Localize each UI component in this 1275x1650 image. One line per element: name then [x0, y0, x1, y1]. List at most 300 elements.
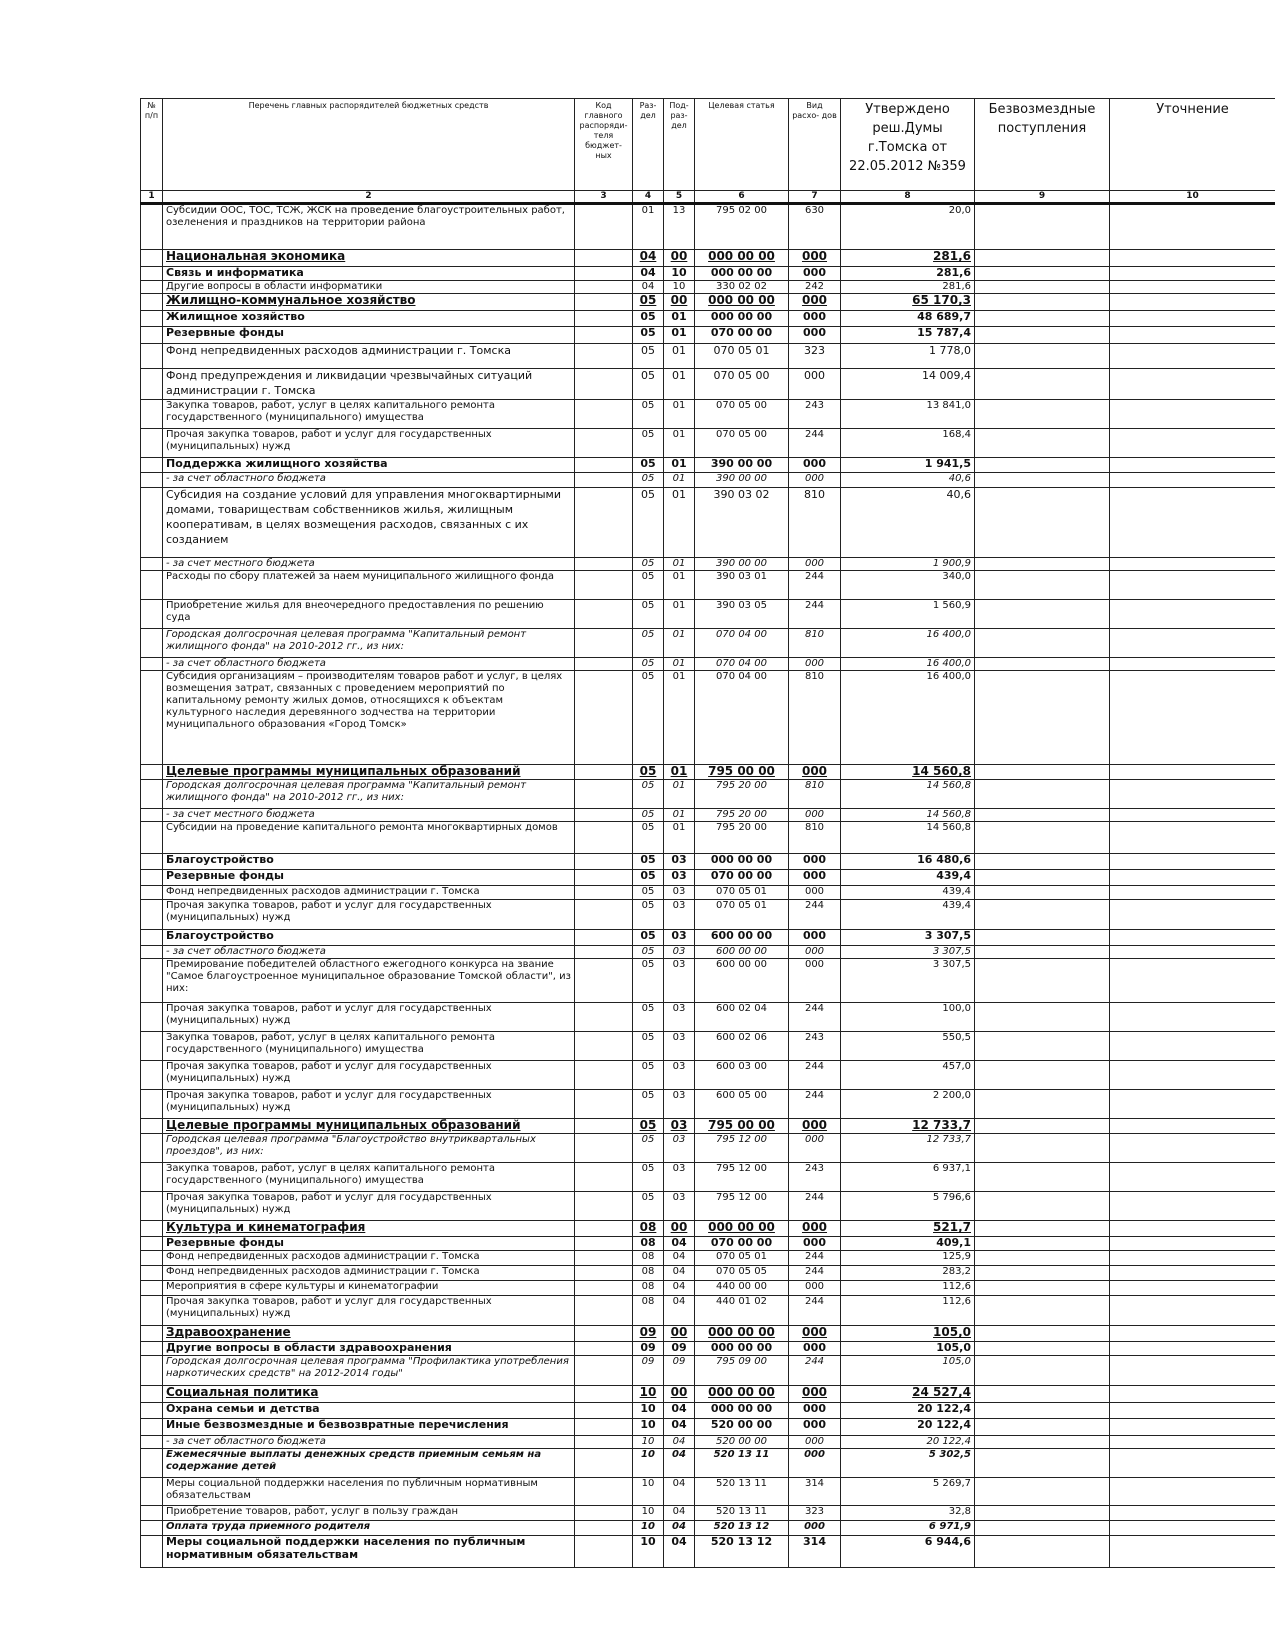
row-expense-type: 810: [789, 488, 841, 558]
row-clarification-cell: [1110, 1326, 1275, 1342]
row-name: Субсидия на создание условий для управления многоквартирными домами, товариществам собственников жилья, жилищным кооперативам, в целях возмещения расходов, связанных с их созданием: [163, 488, 575, 558]
header-expense-type: Вид расхо- дов: [789, 99, 841, 191]
row-subsection: 01: [664, 458, 695, 473]
row-name: - за счет областного бюджета: [163, 473, 575, 488]
row-approved-amount: 168,4: [841, 429, 975, 458]
row-name: Приобретение товаров, работ, услуг в пользу граждан: [163, 1506, 575, 1521]
row-section: 05: [633, 1134, 664, 1163]
row-target-article: 600 02 04: [695, 1003, 789, 1032]
table-row: [141, 765, 1275, 780]
row-clarification-cell: [1110, 369, 1275, 400]
row-grants-cell: [975, 1090, 1110, 1119]
header-row: [141, 99, 1275, 191]
row-number: [141, 900, 163, 930]
row-target-article: 070 05 01: [695, 886, 789, 900]
row-subsection: 13: [664, 204, 695, 250]
row-clarification-cell: [1110, 1449, 1275, 1478]
row-expense-type: 000: [789, 886, 841, 900]
row-grants-cell: [975, 1436, 1110, 1449]
row-approved-amount: 105,0: [841, 1356, 975, 1386]
row-distributor-code: [575, 900, 633, 930]
row-subsection: 01: [664, 765, 695, 780]
row-grants-cell: [975, 1506, 1110, 1521]
row-target-article: 000 00 00: [695, 1342, 789, 1356]
row-expense-type: 000: [789, 1419, 841, 1436]
row-number: [141, 1192, 163, 1221]
row-grants-cell: [975, 558, 1110, 571]
row-subsection: 01: [664, 473, 695, 488]
row-approved-amount: 65 170,3: [841, 294, 975, 311]
row-approved-amount: 283,2: [841, 1266, 975, 1281]
row-section: 05: [633, 780, 664, 809]
row-clarification-cell: [1110, 930, 1275, 946]
row-name: Связь и информатика: [163, 267, 575, 281]
row-target-article: 000 00 00: [695, 1403, 789, 1419]
row-expense-type: 323: [789, 1506, 841, 1521]
row-number: [141, 1326, 163, 1342]
row-subsection: 03: [664, 1003, 695, 1032]
row-name: Фонд непредвиденных расходов администрации г. Томска: [163, 886, 575, 900]
row-distributor-code: [575, 250, 633, 267]
row-distributor-code: [575, 629, 633, 658]
row-grants-cell: [975, 1478, 1110, 1506]
row-clarification-cell: [1110, 400, 1275, 429]
row-subsection: 01: [664, 671, 695, 765]
row-clarification-cell: [1110, 558, 1275, 571]
row-target-article: 000 00 00: [695, 1386, 789, 1403]
row-number: [141, 558, 163, 571]
row-target-article: 600 00 00: [695, 959, 789, 1003]
row-grants-cell: [975, 1521, 1110, 1536]
row-grants-cell: [975, 809, 1110, 822]
row-clarification-cell: [1110, 629, 1275, 658]
row-distributor-code: [575, 780, 633, 809]
row-number: [141, 1221, 163, 1237]
row-number: [141, 1090, 163, 1119]
row-name: Прочая закупка товаров, работ и услуг для государственных (муниципальных) нужд: [163, 1192, 575, 1221]
row-target-article: 440 01 02: [695, 1296, 789, 1326]
row-approved-amount: 14 009,4: [841, 369, 975, 400]
row-approved-amount: 1 900,9: [841, 558, 975, 571]
row-name: Городская целевая программа "Благоустройство внутриквартальных проездов", из них:: [163, 1134, 575, 1163]
row-target-article: 600 00 00: [695, 930, 789, 946]
row-number: [141, 369, 163, 400]
row-number: [141, 1163, 163, 1192]
row-subsection: 03: [664, 1032, 695, 1061]
row-target-article: 390 03 01: [695, 571, 789, 600]
row-grants-cell: [975, 458, 1110, 473]
table-row: [141, 267, 1275, 281]
table-row: [141, 1386, 1275, 1403]
row-subsection: 09: [664, 1342, 695, 1356]
row-clarification-cell: [1110, 809, 1275, 822]
row-expense-type: 242: [789, 281, 841, 294]
table-row: [141, 1281, 1275, 1296]
row-expense-type: 244: [789, 429, 841, 458]
row-name: Жилищное хозяйство: [163, 311, 575, 327]
row-target-article: 000 00 00: [695, 1221, 789, 1237]
row-name: Городская долгосрочная целевая программа "Капитальный ремонт жилищного фонда" на 2010-2012 гг., из них:: [163, 629, 575, 658]
row-name: - за счет областного бюджета: [163, 946, 575, 959]
row-grants-cell: [975, 780, 1110, 809]
row-name: - за счет областного бюджета: [163, 658, 575, 671]
row-distributor-code: [575, 854, 633, 870]
row-section: 08: [633, 1221, 664, 1237]
row-subsection: 04: [664, 1419, 695, 1436]
table-row: [141, 1251, 1275, 1266]
row-number: [141, 1296, 163, 1326]
row-approved-amount: 2 200,0: [841, 1090, 975, 1119]
row-number: [141, 294, 163, 311]
row-expense-type: 314: [789, 1478, 841, 1506]
row-subsection: 03: [664, 946, 695, 959]
row-name: Другие вопросы в области здравоохранения: [163, 1342, 575, 1356]
row-grants-cell: [975, 1296, 1110, 1326]
row-expense-type: 244: [789, 1356, 841, 1386]
row-distributor-code: [575, 1003, 633, 1032]
table-row: [141, 780, 1275, 809]
row-clarification-cell: [1110, 473, 1275, 488]
column-number-row: [141, 191, 1275, 204]
row-distributor-code: [575, 1449, 633, 1478]
table-row: [141, 327, 1275, 344]
row-expense-type: 810: [789, 629, 841, 658]
row-name: Мероприятия в сфере культуры и кинематографии: [163, 1281, 575, 1296]
row-grants-cell: [975, 946, 1110, 959]
row-subsection: 03: [664, 1192, 695, 1221]
row-expense-type: 000: [789, 1449, 841, 1478]
row-expense-type: 000: [789, 854, 841, 870]
row-expense-type: 244: [789, 1296, 841, 1326]
row-section: 05: [633, 1192, 664, 1221]
table-row: [141, 429, 1275, 458]
row-distributor-code: [575, 946, 633, 959]
row-number: [141, 250, 163, 267]
table-row: [141, 886, 1275, 900]
row-distributor-code: [575, 959, 633, 1003]
row-name: Фонд непредвиденных расходов администрации г. Томска: [163, 1251, 575, 1266]
row-section: 05: [633, 344, 664, 369]
row-subsection: 01: [664, 780, 695, 809]
row-target-article: 000 00 00: [695, 1326, 789, 1342]
row-grants-cell: [975, 1061, 1110, 1090]
row-expense-type: 244: [789, 1266, 841, 1281]
row-number: [141, 600, 163, 629]
row-number: [141, 870, 163, 886]
row-name: Городская долгосрочная целевая программа "Профилактика употребления наркотических средств" на 2012-2014 годы": [163, 1356, 575, 1386]
row-expense-type: 000: [789, 930, 841, 946]
row-clarification-cell: [1110, 765, 1275, 780]
row-target-article: 520 00 00: [695, 1419, 789, 1436]
row-target-article: 520 13 12: [695, 1536, 789, 1568]
row-approved-amount: 14 560,8: [841, 780, 975, 809]
row-section: 05: [633, 488, 664, 558]
row-expense-type: 000: [789, 369, 841, 400]
row-section: 05: [633, 1003, 664, 1032]
row-section: 09: [633, 1326, 664, 1342]
row-name: - за счет областного бюджета: [163, 1436, 575, 1449]
row-name: Резервные фонды: [163, 1237, 575, 1251]
row-subsection: 10: [664, 281, 695, 294]
row-distributor-code: [575, 473, 633, 488]
row-approved-amount: 16 400,0: [841, 629, 975, 658]
row-target-article: 070 05 00: [695, 400, 789, 429]
row-target-article: 390 03 02: [695, 488, 789, 558]
table-row: [141, 204, 1275, 250]
row-approved-amount: 550,5: [841, 1032, 975, 1061]
row-distributor-code: [575, 1506, 633, 1521]
row-approved-amount: 409,1: [841, 1237, 975, 1251]
row-clarification-cell: [1110, 671, 1275, 765]
row-subsection: 00: [664, 294, 695, 311]
row-number: [141, 488, 163, 558]
row-grants-cell: [975, 1032, 1110, 1061]
row-clarification-cell: [1110, 294, 1275, 311]
row-grants-cell: [975, 369, 1110, 400]
row-clarification-cell: [1110, 1090, 1275, 1119]
row-approved-amount: 13 841,0: [841, 400, 975, 429]
row-clarification-cell: [1110, 658, 1275, 671]
row-number: [141, 571, 163, 600]
row-section: 10: [633, 1403, 664, 1419]
column-number: 10: [1110, 191, 1275, 204]
row-section: 10: [633, 1521, 664, 1536]
row-approved-amount: 457,0: [841, 1061, 975, 1090]
row-clarification-cell: [1110, 1032, 1275, 1061]
row-subsection: 03: [664, 870, 695, 886]
row-number: [141, 930, 163, 946]
budget-sheet: [140, 98, 1275, 1568]
row-target-article: 070 05 00: [695, 369, 789, 400]
row-approved-amount: 40,6: [841, 473, 975, 488]
column-number: 1: [141, 191, 163, 204]
row-grants-cell: [975, 1192, 1110, 1221]
column-number: 3: [575, 191, 633, 204]
table-row: [141, 600, 1275, 629]
row-approved-amount: 24 527,4: [841, 1386, 975, 1403]
row-distributor-code: [575, 600, 633, 629]
table-row: [141, 250, 1275, 267]
row-clarification-cell: [1110, 1192, 1275, 1221]
row-number: [141, 1003, 163, 1032]
row-approved-amount: 439,4: [841, 870, 975, 886]
row-approved-amount: 5 796,6: [841, 1192, 975, 1221]
row-grants-cell: [975, 429, 1110, 458]
table-row: [141, 369, 1275, 400]
row-approved-amount: 32,8: [841, 1506, 975, 1521]
row-target-article: 390 00 00: [695, 458, 789, 473]
row-section: 05: [633, 311, 664, 327]
row-grants-cell: [975, 267, 1110, 281]
row-number: [141, 267, 163, 281]
row-approved-amount: 125,9: [841, 1251, 975, 1266]
row-name: Жилищно-коммунальное хозяйство: [163, 294, 575, 311]
row-clarification-cell: [1110, 344, 1275, 369]
row-grants-cell: [975, 822, 1110, 854]
row-target-article: 070 05 05: [695, 1266, 789, 1281]
row-target-article: 795 20 00: [695, 822, 789, 854]
row-number: [141, 886, 163, 900]
table-row: [141, 1536, 1275, 1568]
row-expense-type: 000: [789, 765, 841, 780]
row-expense-type: 314: [789, 1536, 841, 1568]
row-number: [141, 1506, 163, 1521]
row-subsection: 10: [664, 267, 695, 281]
row-subsection: 03: [664, 886, 695, 900]
row-subsection: 04: [664, 1521, 695, 1536]
row-subsection: 01: [664, 809, 695, 822]
header-distributor-code: Код главного распоряди- теля бюджет- ных: [575, 99, 633, 191]
row-approved-amount: 439,4: [841, 886, 975, 900]
column-number: 2: [163, 191, 575, 204]
column-number: 9: [975, 191, 1110, 204]
row-number: [141, 1119, 163, 1134]
row-distributor-code: [575, 344, 633, 369]
table-row: [141, 822, 1275, 854]
row-name: Прочая закупка товаров, работ и услуг для государственных (муниципальных) нужд: [163, 429, 575, 458]
row-approved-amount: 439,4: [841, 900, 975, 930]
row-expense-type: 000: [789, 959, 841, 1003]
row-section: 05: [633, 400, 664, 429]
row-clarification-cell: [1110, 1342, 1275, 1356]
row-section: 05: [633, 1090, 664, 1119]
row-target-article: 070 05 01: [695, 344, 789, 369]
row-expense-type: 000: [789, 1386, 841, 1403]
row-target-article: 000 00 00: [695, 854, 789, 870]
row-section: 10: [633, 1536, 664, 1568]
row-section: 08: [633, 1281, 664, 1296]
row-number: [141, 854, 163, 870]
row-target-article: 070 00 00: [695, 327, 789, 344]
row-number: [141, 311, 163, 327]
row-expense-type: 000: [789, 1436, 841, 1449]
row-distributor-code: [575, 204, 633, 250]
table-row: [141, 809, 1275, 822]
row-target-article: 795 09 00: [695, 1356, 789, 1386]
row-expense-type: 244: [789, 1192, 841, 1221]
row-target-article: 070 04 00: [695, 671, 789, 765]
row-clarification-cell: [1110, 1436, 1275, 1449]
row-expense-type: 000: [789, 294, 841, 311]
row-subsection: 01: [664, 571, 695, 600]
row-grants-cell: [975, 900, 1110, 930]
row-target-article: 070 04 00: [695, 629, 789, 658]
row-approved-amount: 5 269,7: [841, 1478, 975, 1506]
row-distributor-code: [575, 558, 633, 571]
row-name: Культура и кинематография: [163, 1221, 575, 1237]
row-clarification-cell: [1110, 1061, 1275, 1090]
row-target-article: 520 13 11: [695, 1506, 789, 1521]
row-expense-type: 000: [789, 1237, 841, 1251]
table-row: [141, 1032, 1275, 1061]
row-target-article: 600 00 00: [695, 946, 789, 959]
row-subsection: 03: [664, 1119, 695, 1134]
row-expense-type: 810: [789, 780, 841, 809]
row-clarification-cell: [1110, 1419, 1275, 1436]
row-distributor-code: [575, 400, 633, 429]
row-section: 05: [633, 900, 664, 930]
row-subsection: 03: [664, 930, 695, 946]
row-expense-type: 000: [789, 1221, 841, 1237]
row-number: [141, 822, 163, 854]
row-name: Поддержка жилищного хозяйства: [163, 458, 575, 473]
row-distributor-code: [575, 267, 633, 281]
row-name: Благоустройство: [163, 854, 575, 870]
table-row: [141, 629, 1275, 658]
row-subsection: 04: [664, 1478, 695, 1506]
row-clarification-cell: [1110, 429, 1275, 458]
row-name: Охрана семьи и детства: [163, 1403, 575, 1419]
table-row: [141, 1192, 1275, 1221]
row-clarification-cell: [1110, 1356, 1275, 1386]
row-name: Прочая закупка товаров, работ и услуг для государственных (муниципальных) нужд: [163, 900, 575, 930]
budget-rows: [141, 204, 1275, 1568]
row-section: 05: [633, 1032, 664, 1061]
row-approved-amount: 20 122,4: [841, 1436, 975, 1449]
row-grants-cell: [975, 870, 1110, 886]
row-distributor-code: [575, 1521, 633, 1536]
row-name: Прочая закупка товаров, работ и услуг для государственных (муниципальных) нужд: [163, 1090, 575, 1119]
row-approved-amount: 14 560,8: [841, 822, 975, 854]
table-row: [141, 1521, 1275, 1536]
row-clarification-cell: [1110, 1403, 1275, 1419]
row-number: [141, 959, 163, 1003]
row-expense-type: 244: [789, 1061, 841, 1090]
row-distributor-code: [575, 294, 633, 311]
row-subsection: 01: [664, 369, 695, 400]
row-clarification-cell: [1110, 1281, 1275, 1296]
row-expense-type: 243: [789, 1163, 841, 1192]
row-grants-cell: [975, 1356, 1110, 1386]
row-grants-cell: [975, 281, 1110, 294]
table-row: [141, 488, 1275, 558]
row-subsection: 04: [664, 1251, 695, 1266]
row-grants-cell: [975, 488, 1110, 558]
row-number: [141, 327, 163, 344]
row-expense-type: 000: [789, 809, 841, 822]
row-number: [141, 1237, 163, 1251]
row-target-article: 795 20 00: [695, 809, 789, 822]
row-clarification-cell: [1110, 1296, 1275, 1326]
row-grants-cell: [975, 1342, 1110, 1356]
row-approved-amount: 16 400,0: [841, 671, 975, 765]
row-name: Фонд непредвиденных расходов администрации г. Томска: [163, 1266, 575, 1281]
row-grants-cell: [975, 1119, 1110, 1134]
row-grants-cell: [975, 1326, 1110, 1342]
row-target-article: 070 04 00: [695, 658, 789, 671]
row-subsection: 01: [664, 600, 695, 629]
row-target-article: 390 03 05: [695, 600, 789, 629]
row-name: Оплата труда приемного родителя: [163, 1521, 575, 1536]
row-subsection: 00: [664, 250, 695, 267]
row-approved-amount: 112,6: [841, 1281, 975, 1296]
row-distributor-code: [575, 1356, 633, 1386]
row-section: 08: [633, 1237, 664, 1251]
row-expense-type: 000: [789, 1134, 841, 1163]
row-expense-type: 000: [789, 1326, 841, 1342]
table-row: [141, 1342, 1275, 1356]
row-approved-amount: 6 971,9: [841, 1521, 975, 1536]
row-subsection: 03: [664, 1134, 695, 1163]
row-subsection: 01: [664, 400, 695, 429]
row-expense-type: 243: [789, 400, 841, 429]
table-row: [141, 959, 1275, 1003]
row-subsection: 01: [664, 558, 695, 571]
row-section: 01: [633, 204, 664, 250]
table-row: [141, 1506, 1275, 1521]
row-subsection: 03: [664, 900, 695, 930]
row-approved-amount: 20,0: [841, 204, 975, 250]
